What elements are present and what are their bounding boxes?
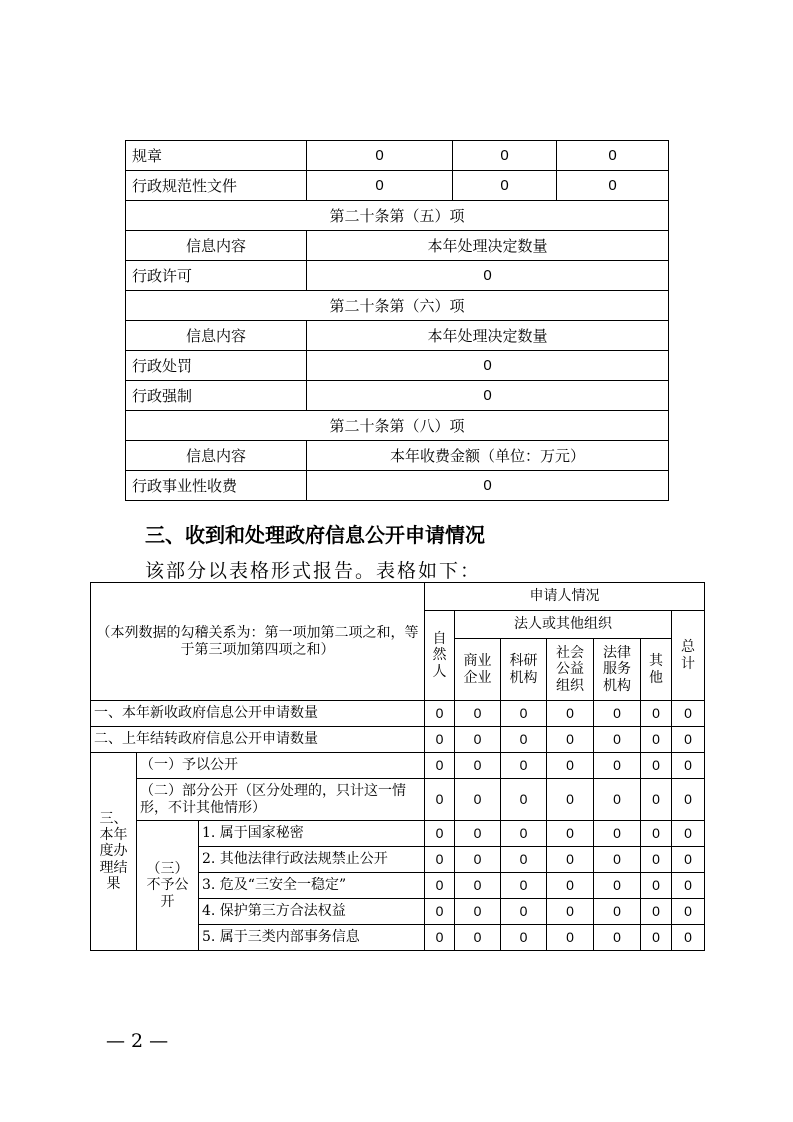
cell-value: 0 [307, 351, 669, 381]
cell-value: 0 [641, 873, 672, 899]
cell-value: 0 [594, 753, 641, 779]
cell-value: 0 [425, 821, 455, 847]
natural-person-header: 自然人 [425, 611, 455, 701]
section-title-row [126, 201, 669, 231]
table-row [126, 381, 669, 411]
total-header: 总计 [672, 611, 705, 701]
column-header: 本年处理决定数量 [307, 231, 669, 261]
table-row [91, 701, 705, 727]
cell-value: 0 [672, 925, 705, 951]
cell-value: 0 [557, 171, 669, 201]
column-header: 本年收费金额（单位：万元） [307, 441, 669, 471]
row-label: 5. 属于三类内部事务信息 [199, 925, 425, 951]
legal-group-header: 法人或其他组织 [455, 611, 672, 639]
cell-value: 0 [547, 873, 594, 899]
cell-value: 0 [672, 779, 705, 821]
cell-value: 0 [672, 753, 705, 779]
row-label: 3. 危及“三安全一稳定” [199, 873, 425, 899]
cell-value: 0 [455, 727, 501, 753]
cell-value: 0 [425, 701, 455, 727]
cell-value: 0 [547, 899, 594, 925]
cell-value: 0 [501, 727, 547, 753]
cell-value: 0 [307, 261, 669, 291]
row-label: 规章 [126, 141, 307, 171]
table-row [91, 753, 705, 779]
cell-value: 0 [453, 171, 557, 201]
section-title-row [126, 291, 669, 321]
cell-value: 0 [501, 753, 547, 779]
table-row [91, 727, 705, 753]
header-row [126, 231, 669, 261]
table-row [126, 261, 669, 291]
table-row [126, 351, 669, 381]
cell-value: 0 [547, 821, 594, 847]
application-stats-table [90, 582, 705, 951]
cell-value: 0 [425, 753, 455, 779]
row-label: （二）部分公开（区分处理的，只计这一情形，不计其他情形） [137, 779, 425, 821]
page-number: — 2 — [106, 1030, 169, 1052]
cell-value: 0 [594, 873, 641, 899]
section-title: 第二十条第（五）项 [126, 201, 669, 231]
cell-value: 0 [672, 701, 705, 727]
cell-value: 0 [594, 847, 641, 873]
disclosure-stats-table [125, 140, 669, 501]
cell-value: 0 [425, 727, 455, 753]
not-disclosed-label: （三）不予公开 [137, 821, 199, 951]
row-label: 行政强制 [126, 381, 307, 411]
cell-value: 0 [425, 847, 455, 873]
cell-value: 0 [594, 821, 641, 847]
cell-value: 0 [594, 779, 641, 821]
row-label: 1. 属于国家秘密 [199, 821, 425, 847]
cell-value: 0 [425, 779, 455, 821]
cell-value: 0 [453, 141, 557, 171]
table-row [126, 471, 669, 501]
cell-value: 0 [501, 899, 547, 925]
cell-value: 0 [672, 873, 705, 899]
table-row [91, 779, 705, 821]
research-header: 科研机构 [501, 639, 547, 701]
cell-value: 0 [641, 847, 672, 873]
cell-value: 0 [547, 847, 594, 873]
cell-value: 0 [425, 873, 455, 899]
cell-value: 0 [307, 171, 453, 201]
cell-value: 0 [307, 141, 453, 171]
row-label: 行政事业性收费 [126, 471, 307, 501]
row-label: 行政处罚 [126, 351, 307, 381]
cell-value: 0 [594, 925, 641, 951]
column-header: 信息内容 [126, 321, 307, 351]
cell-value: 0 [455, 821, 501, 847]
section-title-row [126, 411, 669, 441]
cell-value: 0 [641, 753, 672, 779]
header-row [126, 321, 669, 351]
result-group-label: 三、本年度办理结果 [91, 753, 137, 951]
cell-value: 0 [455, 847, 501, 873]
cell-value: 0 [307, 471, 669, 501]
header-row [91, 583, 705, 611]
table-row [126, 171, 669, 201]
cell-value: 0 [594, 727, 641, 753]
cell-value: 0 [557, 141, 669, 171]
cell-value: 0 [547, 701, 594, 727]
cell-value: 0 [641, 727, 672, 753]
legal-service-header: 法律服务机构 [594, 639, 641, 701]
row-label: （一）予以公开 [137, 753, 425, 779]
cell-value: 0 [501, 779, 547, 821]
cell-value: 0 [547, 753, 594, 779]
business-header: 商业企业 [455, 639, 501, 701]
cell-value: 0 [455, 753, 501, 779]
cell-value: 0 [672, 821, 705, 847]
column-header: 信息内容 [126, 441, 307, 471]
cell-value: 0 [594, 899, 641, 925]
cell-value: 0 [594, 701, 641, 727]
table-note: （本列数据的勾稽关系为：第一项加第二项之和，等于第三项加第四项之和） [91, 583, 425, 701]
cell-value: 0 [641, 925, 672, 951]
cell-value: 0 [641, 701, 672, 727]
cell-value: 0 [425, 899, 455, 925]
table-row [91, 821, 705, 847]
column-header: 信息内容 [126, 231, 307, 261]
cell-value: 0 [672, 847, 705, 873]
cell-value: 0 [547, 779, 594, 821]
other-header: 其他 [641, 639, 672, 701]
section-intro: 该部分以表格形式报告。表格如下： [145, 560, 482, 582]
cell-value: 0 [455, 701, 501, 727]
cell-value: 0 [641, 821, 672, 847]
cell-value: 0 [641, 899, 672, 925]
cell-value: 0 [501, 925, 547, 951]
row-label: 4. 保护第三方合法权益 [199, 899, 425, 925]
cell-value: 0 [501, 821, 547, 847]
cell-value: 0 [501, 701, 547, 727]
cell-value: 0 [672, 727, 705, 753]
cell-value: 0 [425, 925, 455, 951]
cell-value: 0 [501, 847, 547, 873]
table-row [126, 141, 669, 171]
row-label: 行政许可 [126, 261, 307, 291]
cell-value: 0 [307, 381, 669, 411]
applicant-header: 申请人情况 [425, 583, 705, 611]
social-header: 社会公益组织 [547, 639, 594, 701]
cell-value: 0 [455, 925, 501, 951]
cell-value: 0 [455, 779, 501, 821]
cell-value: 0 [547, 925, 594, 951]
cell-value: 0 [547, 727, 594, 753]
header-row [126, 441, 669, 471]
section-heading: 三、收到和处理政府信息公开申请情况 [145, 523, 485, 547]
row-label: 二、上年结转政府信息公开申请数量 [91, 727, 425, 753]
cell-value: 0 [501, 873, 547, 899]
section-title: 第二十条第（八）项 [126, 411, 669, 441]
cell-value: 0 [455, 899, 501, 925]
cell-value: 0 [641, 779, 672, 821]
row-label: 一、本年新收政府信息公开申请数量 [91, 701, 425, 727]
column-header: 本年处理决定数量 [307, 321, 669, 351]
cell-value: 0 [672, 899, 705, 925]
row-label: 行政规范性文件 [126, 171, 307, 201]
section-title: 第二十条第（六）项 [126, 291, 669, 321]
cell-value: 0 [455, 873, 501, 899]
row-label: 2. 其他法律行政法规禁止公开 [199, 847, 425, 873]
